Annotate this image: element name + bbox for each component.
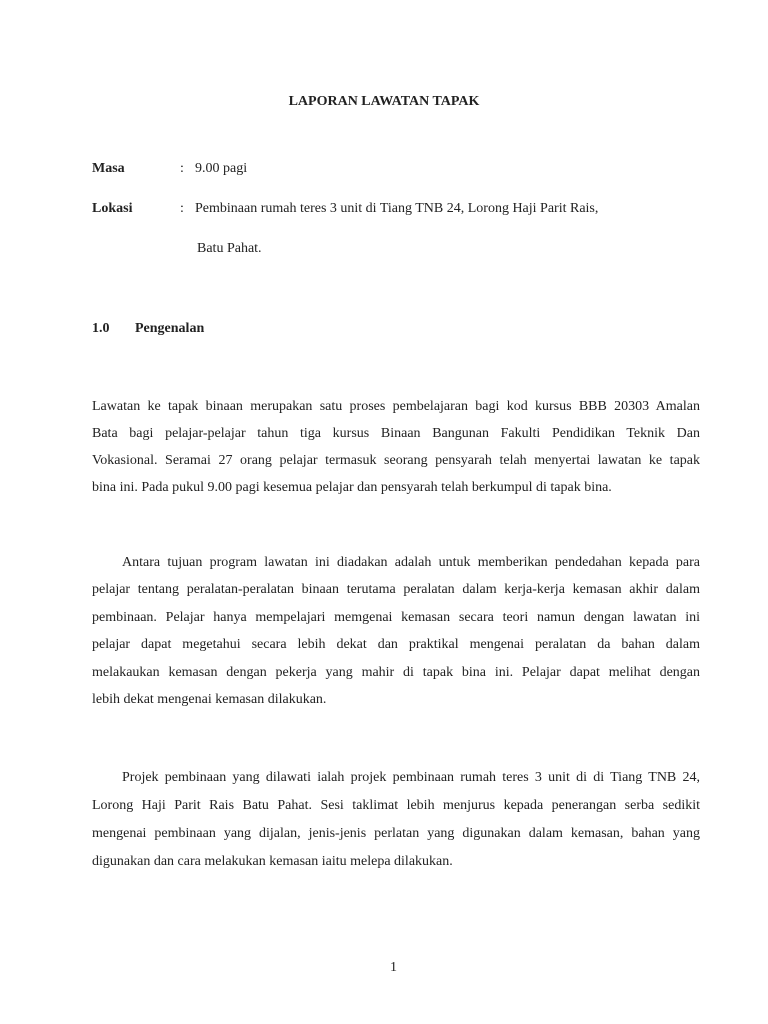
lokasi-colon: : (180, 201, 184, 216)
paragraph-line: pelajar dapat megetahui secara lebih dekat dan praktikal mengenai peralatan da bahan dalam (92, 637, 700, 652)
page-title: LAPORAN LAWATAN TAPAK (288, 94, 480, 109)
lokasi-label: Lokasi (92, 201, 133, 216)
paragraph-line: Lorong Haji Parit Rais Batu Pahat. Sesi taklimat lebih menjurus kepada penerangan serba sedikit (92, 798, 700, 813)
paragraph-line: Lawatan ke tapak binaan merupakan satu proses pembelajaran bagi kod kursus BBB 20303 Amalan (92, 399, 700, 414)
paragraph-line: pembinaan. Pelajar hanya mempelajari memgenai kemasan secara teori namun dengan lawatan ini (92, 610, 700, 625)
paragraph-line: lebih dekat mengenai kemasan dilakukan. (92, 692, 327, 707)
section-number: 1.0 (92, 321, 110, 336)
paragraph-line: Projek pembinaan yang dilawati ialah projek pembinaan rumah teres 3 unit di di Tiang TNB 24, (122, 770, 700, 785)
paragraph-line: pelajar tentang peralatan-peralatan binaan terutama peralatan dalam kerja-kerja kemasan akhir dalam (92, 582, 700, 597)
section-heading: Pengenalan (135, 321, 205, 336)
paragraph-line: Bata bagi pelajar-pelajar tahun tiga kursus Binaan Bangunan Fakulti Pendidikan Teknik Dan (92, 426, 700, 441)
masa-value: 9.00 pagi (195, 161, 248, 176)
masa-colon: : (180, 161, 184, 176)
paragraph-line: Vokasional. Seramai 27 orang pelajar termasuk seorang pensyarah telah menyertai lawatan ke tapak (92, 453, 700, 468)
paragraph-line: mengenai pembinaan yang dijalan, jenis-jenis perlatan yang digunakan dalam kemasan, bahan yang (92, 826, 700, 841)
paragraph-line: melakaukan kemasan dengan pekerja yang mahir di tapak bina ini. Pelajar dapat melihat dengan (92, 665, 700, 680)
paragraph-line: Antara tujuan program lawatan ini diadakan adalah untuk memberikan pendedahan kepada para (122, 555, 700, 570)
lokasi-value-line1: Pembinaan rumah teres 3 unit di Tiang TNB 24, Lorong Haji Parit Rais, (195, 201, 599, 216)
page-number: 1 (390, 960, 397, 975)
lokasi-value-line2: Batu Pahat. (197, 241, 262, 256)
masa-label: Masa (92, 161, 125, 176)
paragraph-line: digunakan dan cara melakukan kemasan iaitu melepa dilakukan. (92, 854, 453, 869)
paragraph-line: bina ini. Pada pukul 9.00 pagi kesemua pelajar dan pensyarah telah berkumpul di tapak bina. (92, 480, 612, 495)
